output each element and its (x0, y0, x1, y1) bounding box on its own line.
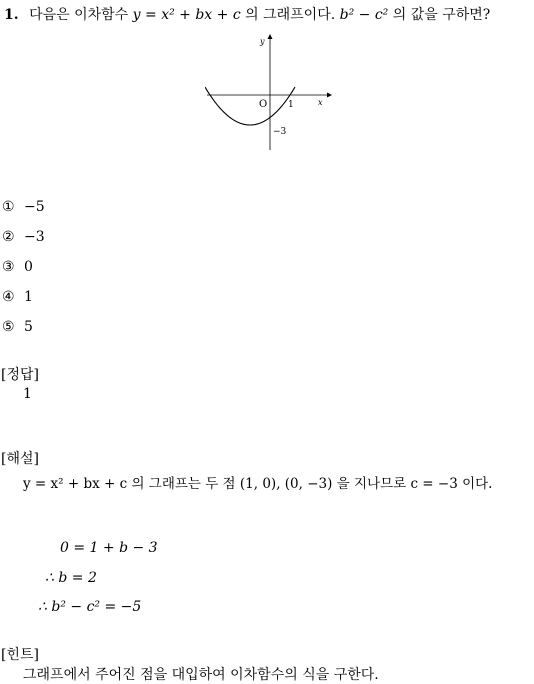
choice-3-mark: ③ (2, 259, 15, 275)
choice-4-mark: ④ (2, 289, 15, 305)
choice-5[interactable] (2, 319, 33, 335)
answer-value: 1 (23, 386, 32, 402)
choice-4-value: 1 (24, 289, 33, 305)
question-expression: b² − c² (339, 7, 389, 23)
answer-header: [정답] (1, 367, 39, 383)
x-intercept-label: 1 (288, 100, 294, 110)
choice-4[interactable] (2, 289, 33, 305)
question-text-mid: 의 그래프이다. (245, 7, 336, 23)
parabola-graph (205, 30, 335, 155)
choice-2-value: −3 (24, 229, 45, 245)
y-axis-arrow (268, 34, 273, 39)
solution-header: [해설] (1, 451, 39, 467)
question-number: 1. (4, 7, 19, 23)
solution-step-1: 0 = 1 + b − 3 (60, 540, 158, 556)
question-line (4, 4, 490, 24)
y-axis-label: y (260, 37, 265, 46)
choice-3-value: 0 (24, 259, 33, 275)
choice-2[interactable] (2, 229, 45, 245)
choice-5-mark: ⑤ (2, 319, 15, 335)
choice-1-value: −5 (24, 199, 45, 215)
choice-2-mark: ② (2, 229, 15, 245)
solution-step-3: ∴ b² − c² = −5 (38, 599, 142, 615)
choice-5-value: 5 (24, 319, 33, 335)
x-axis-arrow (327, 93, 332, 98)
choice-1-mark: ① (2, 199, 15, 215)
hint-header: [힌트] (1, 647, 39, 663)
hint-text: 그래프에서 주어진 점을 대입하여 이차함수의 식을 구한다. (23, 667, 379, 683)
origin-label: O (259, 99, 268, 110)
question-equation: y = x² + bx + c (132, 7, 241, 23)
question-text-before: 다음은 이차함수 (29, 7, 129, 23)
y-intercept-label: −3 (273, 127, 287, 137)
choice-3[interactable] (2, 259, 33, 275)
question-text-after: 의 값을 구하면? (392, 7, 491, 23)
solution-line: y = x² + bx + c 의 그래프는 두 점 (1, 0), (0, −3) 을 지나므로 c = −3 이다. (23, 476, 493, 492)
x-axis-label: x (318, 98, 323, 107)
choice-1[interactable] (2, 199, 45, 215)
parabola-curve (205, 87, 295, 125)
solution-step-2: ∴ b = 2 (45, 570, 97, 586)
